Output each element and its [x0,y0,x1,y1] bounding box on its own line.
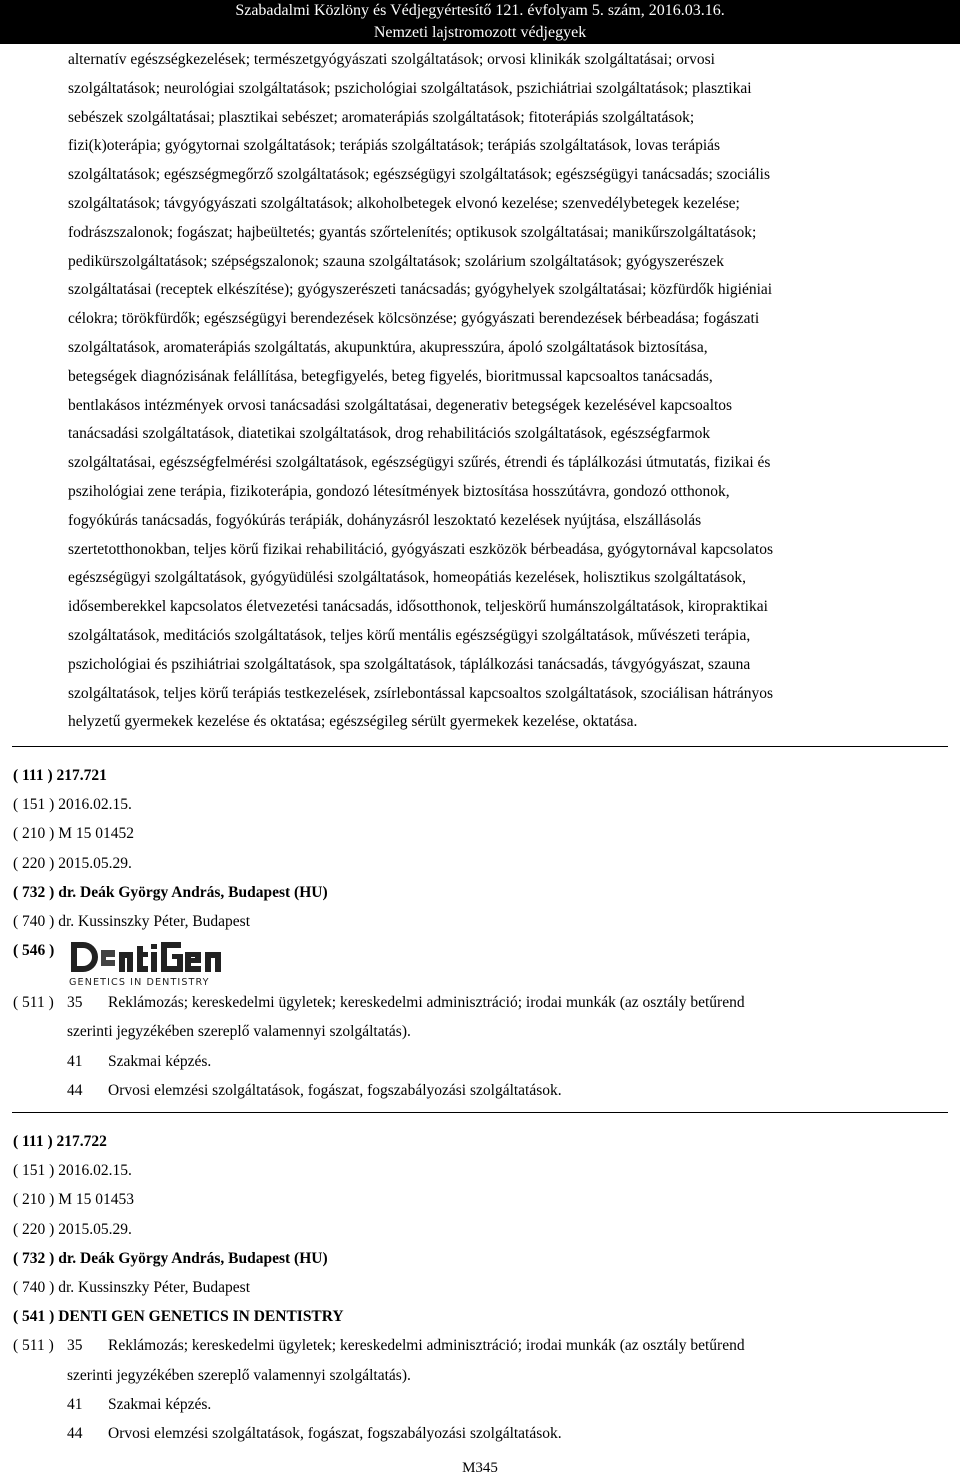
text-line: szolgáltatások, teljes körű terápiás testkezelések, zsírlebontással kapcsoaltos szolgáltatások, szociálisan hátrányos [68,684,774,702]
section-divider [12,746,948,747]
text-line: pszichológiai és pszihiátriai szolgáltatások, spa szolgáltatások, táplálkozási tanácsadás, távgyógyászat, szauna [68,655,751,673]
text-line: szolgáltatások; egészségmegőrző szolgáltatások; egészségügyi szolgáltatások; egészségügyi tanácsadás; szociális [68,166,771,184]
holder: ( 732 ) dr. Deák György András, Budapest (HU) [13,1249,328,1267]
class-number: 35 [67,1337,83,1355]
text-line: egészségügyi szolgáltatások, gyógyüdülési szolgáltatások, homeopátiás kezelések, holisztikus szolgáltatások, [68,569,746,587]
svg-text:GENETICS IN DENTISTRY: GENETICS IN DENTISTRY [69,977,210,989]
class-description: Szakmai képzés. [108,1052,212,1070]
class-number: 41 [67,1052,83,1070]
text-line: szolgáltatások, meditációs szolgáltatások, teljes körű mentális egészségügyi szolgáltatások, művészeti terápia, [68,626,751,644]
section-divider [12,1112,948,1113]
trademark-record-217721 [13,761,948,1105]
holder: ( 732 ) dr. Deák György András, Budapest (HU) [13,883,328,901]
class-description: Reklámozás; kereskedelmi ügyletek; kereskedelmi adminisztráció; irodai munkák (az osztály betűrend [108,994,745,1012]
section-title: Nemzeti lajstromozott védjegyek [373,24,587,41]
class-35-row-cont [13,1361,948,1390]
text-line: fogyókúrás tanácsadás, fogyókúrás terápiák, dohányzásról leszoktató kezelések nyújtása, elszállásolás [68,511,702,529]
class-number: 41 [67,1395,83,1413]
page-number: M345 [462,1460,498,1476]
class-description: Reklámozás; kereskedelmi ügyletek; kereskedelmi adminisztráció; irodai munkák (az osztály betűrend [108,1337,745,1355]
text-line: fizi(k)oterápia; gyógytornai szolgáltatások; terápiás szolgáltatások; terápiás szolgáltatások, lovas terápiás [68,137,721,155]
class-44-row [13,1419,948,1448]
registration-number: ( 111 ) 217.721 [13,767,107,784]
class-description: szerinti jegyzékében szereplő valamennyi szolgáltatás). [67,1366,411,1384]
code-511: ( 511 ) [13,1337,54,1355]
registration-number: ( 111 ) 217.722 [13,1133,107,1150]
text-line: szertetotthonokban, teljes körű fizikai rehabilitáció, gyógyászati eszközök bérbeadása, gyógytornával kapcsolatos [68,540,774,558]
class-35-row [13,988,948,1017]
filing-date: ( 220 ) 2015.05.29. [13,854,132,872]
figurative-mark-row [13,936,948,988]
class-35-row [13,1331,948,1360]
text-line: szolgáltatásai, egészségfelmérési szolgáltatások, egészségügyi szűrés, étrendi és táplálkozási útmutatás, fizikai és [68,454,771,472]
text-line: alternatív egészségkezelések; természetgyógyászati szolgáltatások; orvosi klinikák szolgáltatásai; orvosi [68,51,715,68]
journal-title: Szabadalmi Közlöny és Védjegyértesítő 121. évfolyam 5. szám, 2016.03.16. [235,2,725,19]
class-description: Szakmai képzés. [108,1395,212,1413]
class-number: 44 [67,1424,83,1442]
page-header [0,0,960,44]
text-line: sebészek szolgáltatásai; plasztikai sebészet; aromaterápiás szolgáltatások; fitoterápiás szolgáltatások; [68,108,695,126]
text-line: szolgáltatásai (receptek elkészítése); gyógyszerészeti tanácsadás; gyógyhelyek szolgáltatásai; közfürdők higiéniai [68,281,773,299]
class-41-row [13,1047,948,1076]
text-line: fodrászszalonok; fogászat; hajbeültetés; gyantás szőrtelenítés; optikusok szolgáltatásai; manikűrszolgáltatások; [68,223,757,241]
registration-date: ( 151 ) 2016.02.15. [13,1162,132,1180]
class-35-row-cont [13,1017,948,1046]
filing-date: ( 220 ) 2015.05.29. [13,1220,132,1238]
text-line: betegségek diagnózisának felállítása, betegfigyelés, beteg figyelés, bioritmussal kapcsoaltos tanácsadás, [68,367,713,385]
registration-date: ( 151 ) 2016.02.15. [13,796,132,814]
code-546: ( 546 ) [13,942,55,960]
text-line: célokra; törökfürdők; egészségügyi berendezések kölcsönzése; gyógyászati berendezések bérbeadása; fogászati [68,310,760,328]
application-number: ( 210 ) M 15 01453 [13,1191,134,1209]
class-41-row [13,1390,948,1419]
class-number: 35 [67,994,83,1012]
text-line: szolgáltatások; távgyógyászati szolgáltatások; alkoholbetegek elvonó kezelése; szenvedélybetegek kezelése; [68,194,740,212]
class-description: szerinti jegyzékében szereplő valamennyi szolgáltatás). [67,1023,411,1041]
dentigen-logo [69,940,239,988]
text-line: bentlakásos intézmények orvosi tanácsadási szolgáltatásai, degenerativ betegségek kezelésével kapcsoaltos [68,396,733,414]
class-number: 44 [67,1081,83,1099]
text-line: szolgáltatások, aromaterápiás szolgáltatás, akupunktúra, akupresszúra, ápoló szolgáltatások biztosítása, [68,338,708,356]
text-line: tanácsadási szolgáltatások, diatetikai szolgáltatások, drog rehabilitációs szolgáltatások, egészségfarmok [68,425,711,443]
text-line: helyzetű gyermekek kezelése és oktatása; egészségileg sérült gyermekek kezelése, oktatása. [68,713,638,731]
code-511: ( 511 ) [13,994,54,1012]
continuation-text [68,46,948,737]
text-line: szolgáltatások; neurológiai szolgáltatások; pszichológiai szolgáltatások, pszichiátriai szolgáltatások; plasztikai [68,79,752,97]
text-line: pszihológiai zene terápia, fizikoterápia, gondozó létesítmények biztosítása hosszútávra, gondozó otthonok, [68,482,730,500]
application-number: ( 210 ) M 15 01452 [13,825,134,843]
trademark-record-217722 [13,1127,948,1448]
text-line: pedikürszolgáltatások; szépségszalonok; szauna szolgáltatások; szolárium szolgáltatások; gyógyszerészek [68,252,724,270]
representative: ( 740 ) dr. Kussinszky Péter, Budapest [13,912,251,930]
word-mark: ( 541 ) DENTI GEN GENETICS IN DENTISTRY [13,1308,344,1326]
class-description: Orvosi elemzési szolgáltatások, fogászat, fogszabályozási szolgáltatások. [108,1424,562,1442]
class-44-row [13,1076,948,1105]
class-description: Orvosi elemzési szolgáltatások, fogászat, fogszabályozási szolgáltatások. [108,1081,562,1099]
representative: ( 740 ) dr. Kussinszky Péter, Budapest [13,1278,251,1296]
text-line: idősemberekkel kapcsolatos életvezetési tanácsadás, idősotthonok, teljeskörű humánszolgáltatások, kiropraktikai [68,598,768,616]
